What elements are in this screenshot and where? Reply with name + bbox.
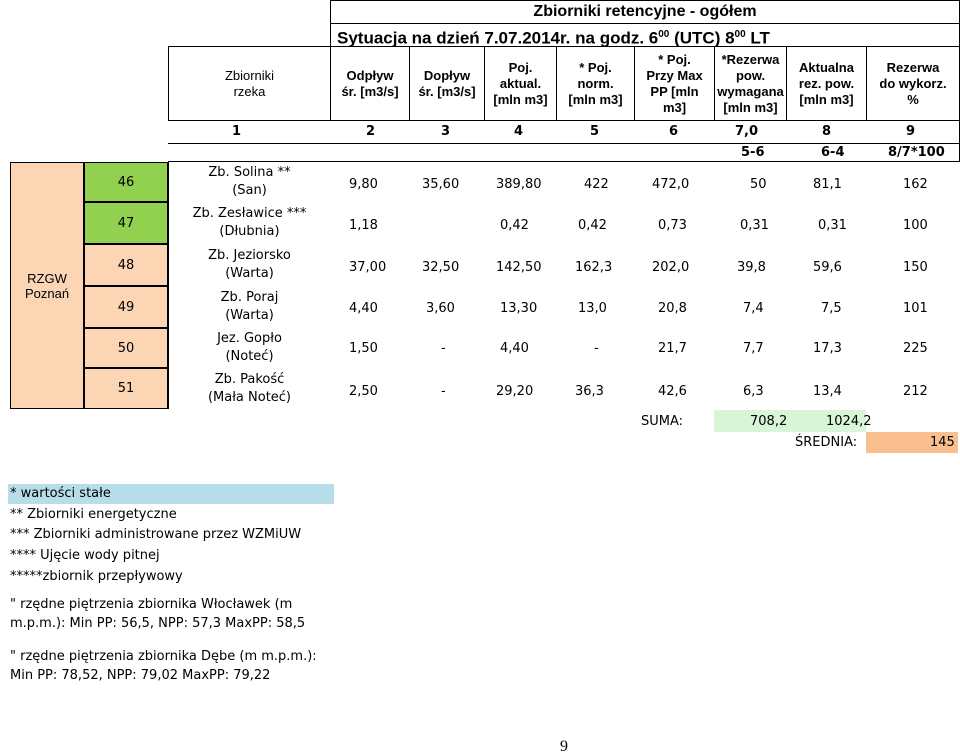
sum-label: SUMA: [641, 414, 684, 429]
row46-cap-max: 472,0 [652, 177, 690, 192]
row50-outflow: 1,50 [349, 341, 378, 356]
header-outflow: Odpływ śr. [m3/s] [330, 46, 409, 120]
row49-outflow: 4,40 [349, 301, 378, 316]
row51-outflow: 2,50 [349, 384, 378, 399]
row-id-46: 46 [84, 162, 168, 202]
header-inflow: Dopływ śr. [m3/s] [409, 46, 484, 120]
row51-cap-max: 42,6 [658, 384, 687, 399]
region-line2: Poznań [24, 285, 70, 301]
row47-reserve-act: 0,31 [818, 218, 847, 233]
row-id-48: 48 [84, 244, 168, 286]
header-reserve-required: *Rezerwa pow. wymagana [mln m3] [714, 46, 786, 120]
row48-reserve-act: 59,6 [813, 260, 842, 275]
col-number-7: 7,0 [735, 124, 759, 139]
col-number-1: 1 [232, 124, 242, 139]
row46-cap-actual: 389,80 [496, 177, 542, 192]
row46-outflow: 9,80 [349, 177, 378, 192]
formula-7: 5-6 [741, 145, 765, 160]
row48-usage: 150 [903, 260, 928, 275]
row48-cap-max: 202,0 [652, 260, 690, 275]
row48-reserve-req: 39,8 [737, 260, 766, 275]
row49-cap-norm: 13,0 [578, 301, 607, 316]
header-reservoir [168, 46, 330, 120]
footnote-1: * wartości stałe [10, 486, 111, 501]
row51-reserve-act: 13,4 [813, 384, 842, 399]
row51-inflow: - [441, 384, 446, 399]
page-title: Zbiorniki retencyjne - ogółem [533, 3, 757, 20]
row47-cap-max: 0,73 [658, 218, 687, 233]
row50-cap-actual: 4,40 [500, 341, 529, 356]
header-reserve-usage: Rezerwa do wykorz. % [866, 46, 960, 120]
row48-inflow: 32,50 [422, 260, 460, 275]
col-number-4: 4 [514, 124, 524, 139]
col-number-5: 5 [590, 124, 600, 139]
footnote-7a: " rzędne piętrzenia zbiornika Dębe (m m.p.m.): [10, 649, 317, 664]
sum-value-1: 708,2 [750, 414, 788, 429]
subtitle-prefix: Sytuacja na dzień 7.07.2014r. na godz. 6 [337, 28, 659, 48]
row46-inflow: 35,60 [422, 177, 460, 192]
subtitle-mid: (UTC) 8 [669, 28, 735, 48]
col-number-2: 2 [366, 124, 376, 139]
row50-reserve-req: 7,7 [743, 341, 764, 356]
row49-cap-actual: 13,30 [500, 301, 538, 316]
col-number-3: 3 [441, 124, 451, 139]
row-id-49: 49 [84, 286, 168, 328]
row47-cap-norm: 0,42 [578, 218, 607, 233]
title-cell [330, 0, 960, 24]
row46-usage: 162 [903, 177, 928, 192]
header-cap-actual: Poj. aktual. [mln m3] [484, 46, 556, 120]
row-name-48: Zb. Jeziorsko (Warta) [168, 244, 330, 286]
footnote-6b: m.p.m.): Min PP: 56,5, NPP: 57,3 MaxPP: 58,5 [10, 616, 306, 631]
row50-usage: 225 [903, 341, 928, 356]
avg-label: ŚREDNIA: [795, 435, 858, 450]
subtitle-suffix: LT [745, 28, 770, 48]
footnote-7b: Min PP: 78,52, NPP: 79,02 MaxPP: 79,22 [10, 668, 271, 683]
row-id-47: 47 [84, 202, 168, 244]
formula-9: 8/7*100 [888, 145, 945, 160]
row49-usage: 101 [903, 301, 928, 316]
column-number-row [168, 120, 960, 144]
footnote-4: **** Ujęcie wody pitnej [10, 548, 160, 563]
row46-cap-norm: 422 [584, 177, 609, 192]
subtitle-cell [330, 24, 960, 46]
row-id-51: 51 [84, 368, 168, 409]
header-cap-max: * Poj. Przy Max PP [mln m3] [634, 46, 714, 120]
row-name-51: Zb. Pakość (Mała Noteć) [168, 368, 330, 409]
row46-reserve-req: 50 [750, 177, 767, 192]
subtitle-sup-1: 00 [658, 29, 670, 40]
header-reservoir-line1: Zbiorniki [224, 67, 275, 83]
footnote-6a: " rzędne piętrzenia zbiornika Włocławek (m [10, 597, 293, 612]
col-number-6: 6 [669, 124, 679, 139]
row51-cap-norm: 36,3 [575, 384, 604, 399]
header-cap-norm: * Poj. norm. [mln m3] [556, 46, 634, 120]
formula-8: 6-4 [821, 145, 845, 160]
row-name-49: Zb. Poraj (Warta) [168, 286, 330, 328]
row51-usage: 212 [903, 384, 928, 399]
row50-reserve-act: 17,3 [813, 341, 842, 356]
row-name-50: Jez. Gopło (Noteć) [168, 328, 330, 368]
row-name-46: Zb. Solina ** (San) [168, 162, 330, 202]
region-line1: RZGW [27, 270, 67, 286]
subtitle-sup-2: 00 [734, 29, 746, 40]
row49-cap-max: 20,8 [658, 301, 687, 316]
region-cell [10, 162, 84, 409]
row50-cap-norm: - [594, 341, 599, 356]
row50-inflow: - [441, 341, 446, 356]
sum-value-2: 1024,2 [826, 414, 872, 429]
col-number-9: 9 [906, 124, 916, 139]
row47-outflow: 1,18 [349, 218, 378, 233]
page-number: 9 [560, 738, 568, 755]
row-name-47: Zb. Zesławice *** (Dłubnia) [168, 202, 330, 244]
row47-usage: 100 [903, 218, 928, 233]
row51-reserve-req: 6,3 [743, 384, 764, 399]
footnote-5: *****zbiornik przepływowy [10, 569, 183, 584]
row51-cap-actual: 29,20 [496, 384, 534, 399]
col-number-8: 8 [822, 124, 832, 139]
header-reserve-actual: Aktualna rez. pow. [mln m3] [786, 46, 866, 120]
row46-reserve-act: 81,1 [813, 177, 842, 192]
row49-reserve-req: 7,4 [743, 301, 764, 316]
footnote-3: *** Zbiorniki administrowane przez WZMiUW [10, 527, 302, 542]
row49-inflow: 3,60 [426, 301, 455, 316]
row-id-50: 50 [84, 328, 168, 368]
row47-cap-actual: 0,42 [500, 218, 529, 233]
header-reservoir-line2: rzeka [233, 83, 266, 99]
row47-reserve-req: 0,31 [740, 218, 769, 233]
row50-cap-max: 21,7 [658, 341, 687, 356]
row48-cap-actual: 142,50 [496, 260, 542, 275]
row49-reserve-act: 7,5 [821, 301, 842, 316]
footnote-2: ** Zbiorniki energetyczne [10, 507, 177, 522]
avg-value: 145 [930, 435, 955, 450]
row48-cap-norm: 162,3 [575, 260, 613, 275]
row48-outflow: 37,00 [349, 260, 387, 275]
